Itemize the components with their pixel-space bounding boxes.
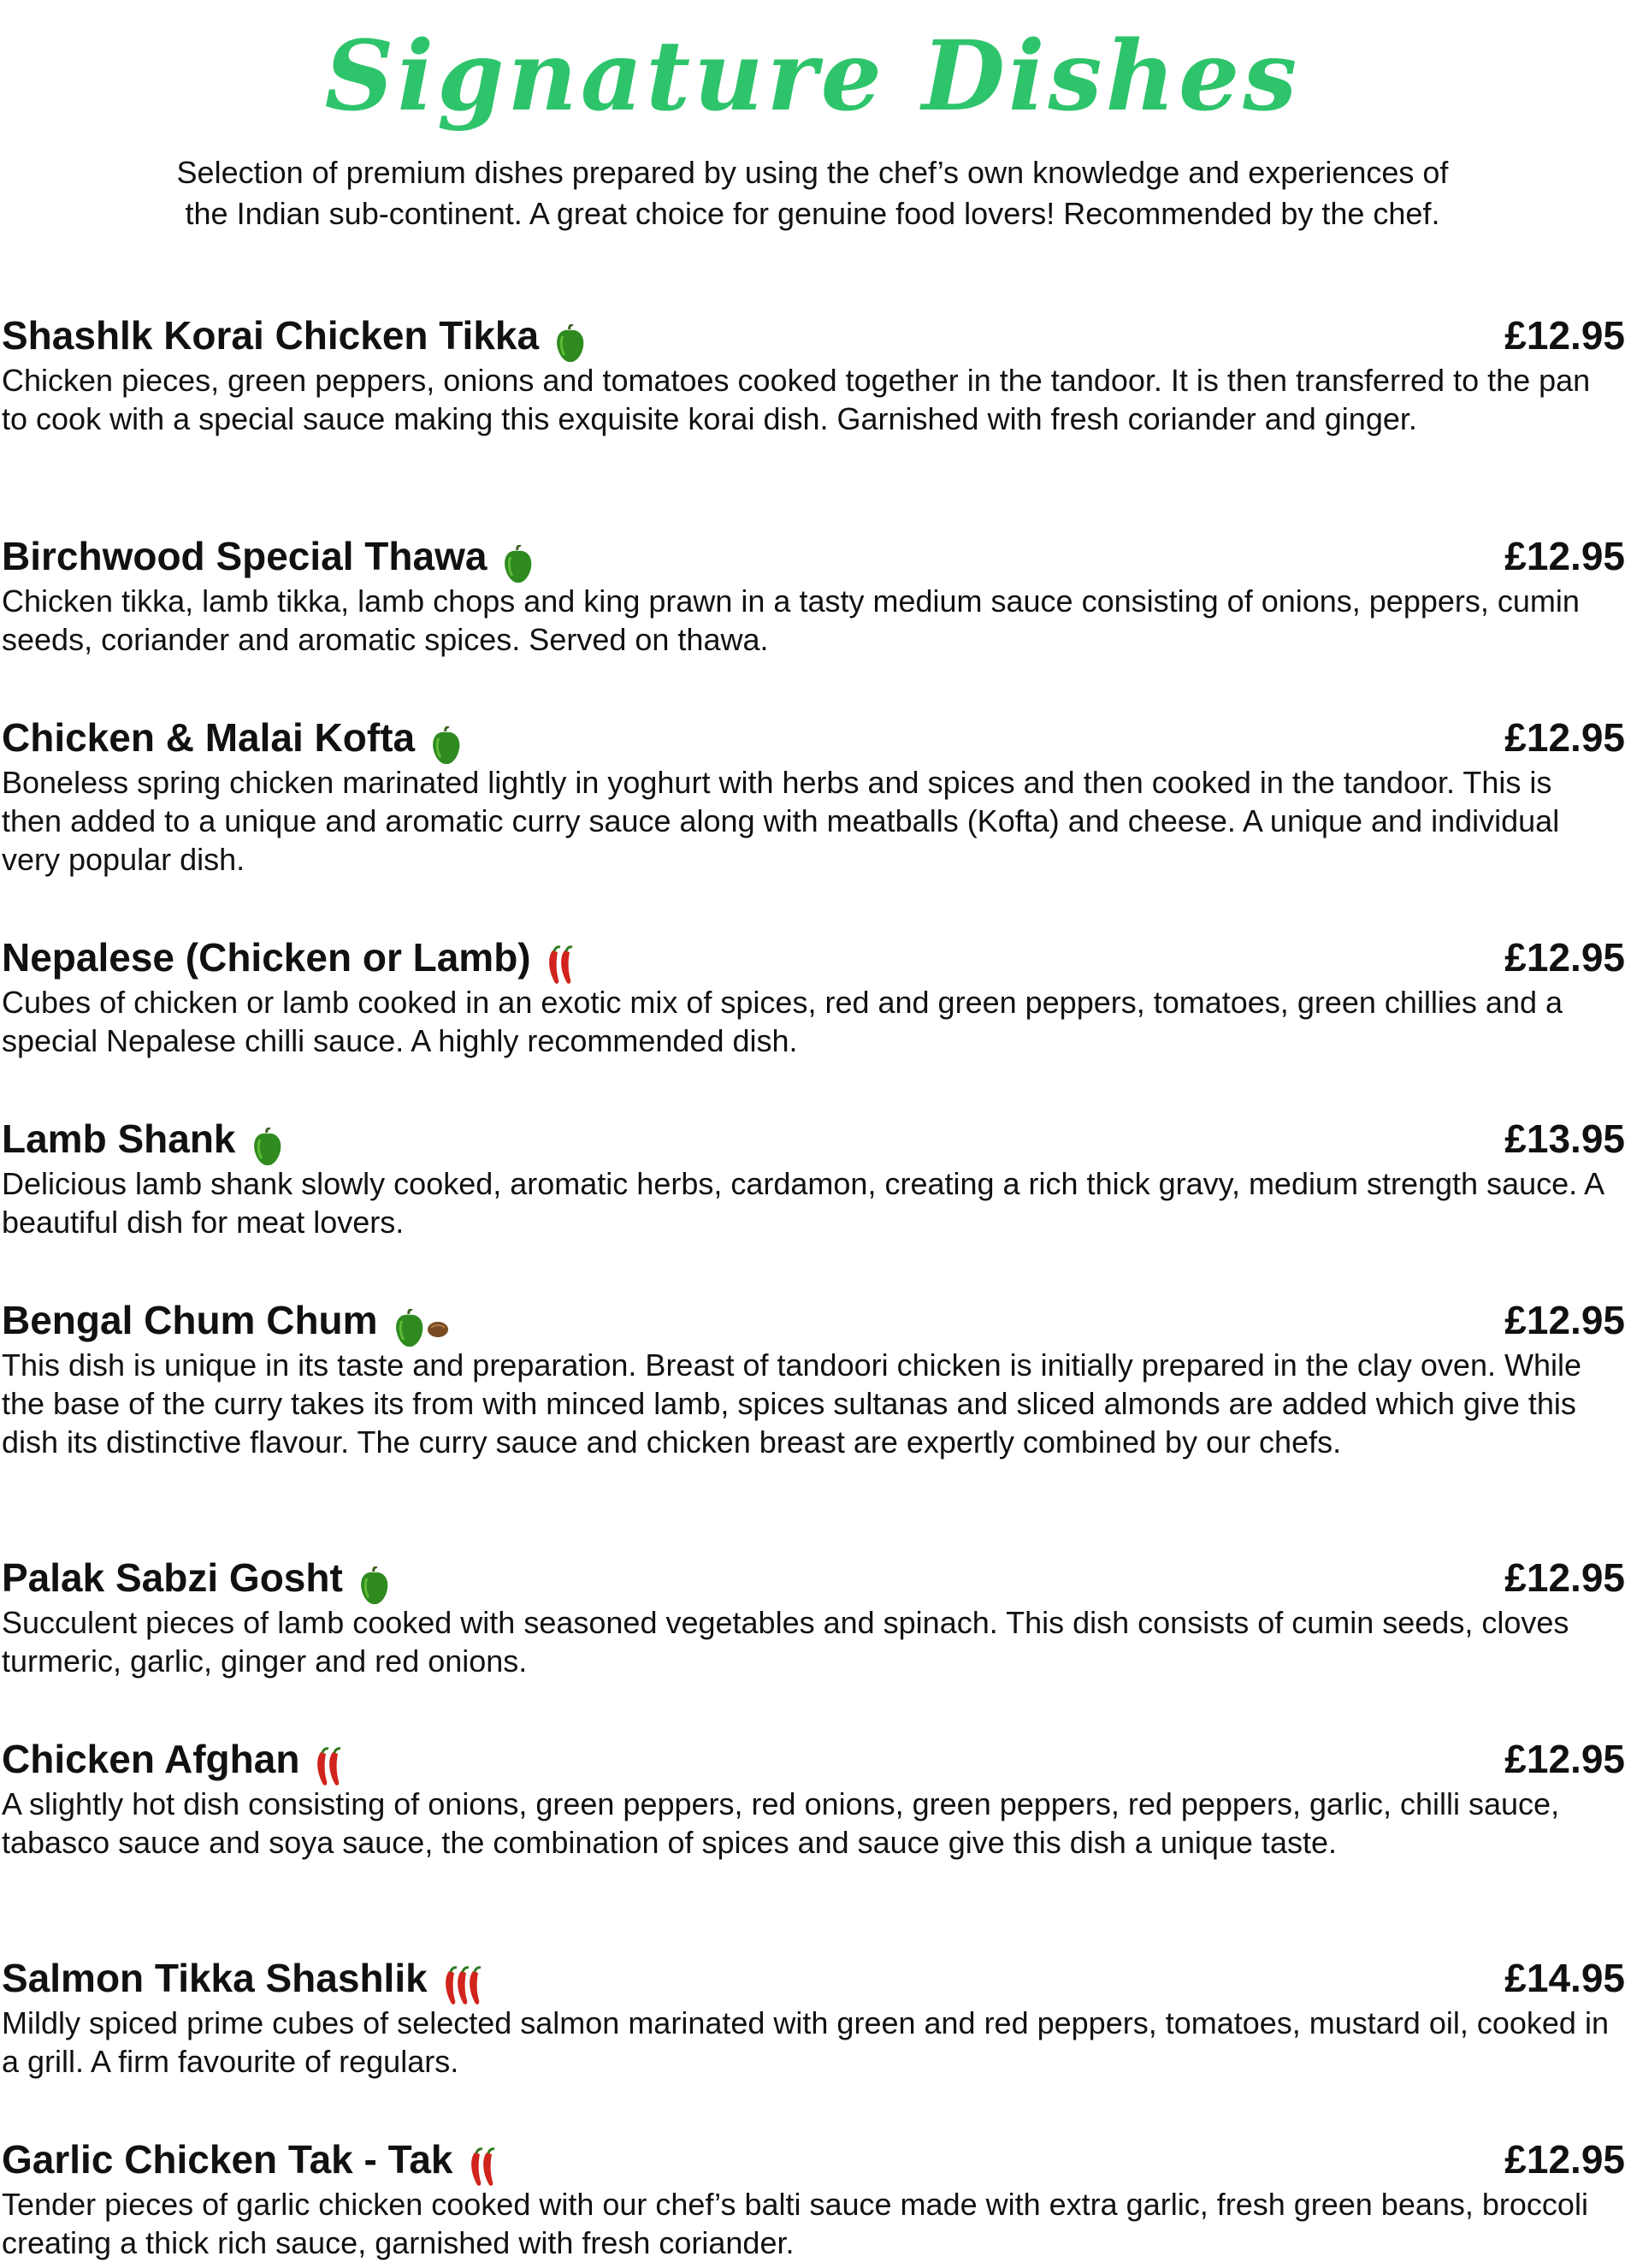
dish-name-text: Bengal Chum Chum (2, 1298, 378, 1342)
dish-icons (441, 1957, 486, 1999)
dish-description: Chicken pieces, green peppers, onions and tomatoes cooked together in the tandoor. It is then transferred to the pan to cook with a special sauce making this exquisite korai dish. Garnished with fresh coriander and ginger. (2, 363, 1591, 436)
dish-name-text: Chicken Afghan (2, 1737, 300, 1781)
dish-icons (357, 1557, 391, 1598)
dish-description: A slightly hot dish consisting of onions, green peppers, red onions, green peppers, red peppers, garlic, chilli sauce, tabasco sauce and soya sauce, the combination of spices and sauce give this dish a unique taste. (2, 1786, 1560, 1860)
menu-item-header (0, 1733, 1625, 1785)
dish-name (2, 712, 463, 763)
dish-price: £12.95 (1504, 534, 1625, 578)
dish-name-text: Chicken & Malai Kofta (2, 715, 416, 760)
menu-item-header (0, 310, 1625, 361)
dish-name-text: Garlic Chicken Tak - Tak (2, 2137, 453, 2182)
menu-item-header (0, 1552, 1625, 1603)
dish-description: Chicken tikka, lamb tikka, lamb chops and king prawn in a tasty medium sauce consisting of onions, peppers, cumin seeds, coriander and aromatic spices. Served on thawa. (2, 583, 1580, 657)
menu-item (0, 1952, 1625, 2081)
green-pepper-icon (357, 1566, 391, 1606)
dish-icons (500, 536, 535, 577)
dish-icons (545, 937, 577, 978)
dish-icons (552, 315, 587, 356)
menu-item (0, 1294, 1625, 1461)
dish-price: £12.95 (1504, 715, 1625, 760)
intro-line: the Indian sub-continent. A great choice for genuine food lovers! Recommended by the chef. (185, 196, 1440, 231)
dish-icons (313, 1738, 346, 1779)
dish-description: Boneless spring chicken marinated lightly in yoghurt with herbs and spices and then cooked in the tandoor. This is then added to a unique and aromatic curry sauce along with meatballs (Kofta) and cheese. A unique and individual very popular dish. (2, 765, 1560, 877)
menu-item-header (0, 712, 1625, 763)
dish-price: £14.95 (1504, 1956, 1625, 2000)
menu-item-header (0, 1113, 1625, 1164)
menu-item-header (0, 530, 1625, 582)
dish-description: Mildly spiced prime cubes of selected salmon marinated with green and red peppers, tomatoes, mustard oil, cooked in a grill. A firm favourite of regulars. (2, 2005, 1609, 2079)
dish-name-text: Birchwood Special Thawa (2, 534, 488, 578)
menu-item (0, 1552, 1625, 1680)
green-pepper-icon (392, 1309, 426, 1348)
dish-name (2, 1552, 391, 1603)
dish-description: Tender pieces of garlic chicken cooked with our chef’s balti sauce made with extra garlic, fresh green beans, broccoli creating a thick rich sauce, garnished with fresh coriander. (2, 2187, 1588, 2260)
dish-price: £12.95 (1504, 1737, 1625, 1781)
three-chilli-icon (441, 1966, 486, 2007)
dish-icons (428, 717, 463, 758)
dish-price: £12.95 (1504, 1298, 1625, 1342)
nut-icon (426, 1318, 450, 1339)
dish-price: £12.95 (1504, 313, 1625, 358)
menu-item-header (0, 932, 1625, 983)
green-pepper-icon (552, 324, 587, 364)
green-pepper-icon (250, 1128, 284, 1167)
intro-line: Selection of premium dishes prepared by using the chef’s own knowledge and experiences of (176, 155, 1449, 190)
dish-name (2, 1294, 450, 1346)
dish-name (2, 2134, 499, 2185)
dish-description: Delicious lamb shank slowly cooked, aromatic herbs, cardamon, creating a rich thick gravy, medium strength sauce. A beautiful dish for meat lovers. (2, 1166, 1604, 1240)
green-pepper-icon (428, 726, 463, 766)
menu-item (0, 530, 1625, 659)
dish-name (2, 1733, 346, 1785)
dish-name-text: Nepalese (Chicken or Lamb) (2, 935, 531, 980)
dish-price: £13.95 (1504, 1116, 1625, 1161)
menu-item (0, 1113, 1625, 1241)
menu-item-header (0, 1952, 1625, 2004)
dish-description: Succulent pieces of lamb cooked with seasoned vegetables and spinach. This dish consists of cumin seeds, cloves turmeric, garlic, ginger and red onions. (2, 1605, 1569, 1679)
menu-item-header (0, 2134, 1625, 2185)
dish-name-text: Salmon Tikka Shashlik (2, 1956, 428, 2000)
dish-name (2, 1952, 486, 2004)
green-pepper-icon (500, 545, 535, 584)
dish-name-text: Lamb Shank (2, 1116, 236, 1161)
two-chilli-icon (545, 945, 577, 986)
menu-item (0, 932, 1625, 1060)
dish-name (2, 310, 587, 361)
two-chilli-icon (467, 2147, 499, 2188)
menu-item (0, 2134, 1625, 2262)
dish-price: £12.95 (1504, 935, 1625, 980)
menu-item-header (0, 1294, 1625, 1346)
dish-name (2, 932, 577, 983)
dish-name-text: Palak Sabzi Gosht (2, 1555, 343, 1600)
dish-name (2, 530, 535, 582)
dish-name-text: Shashlk Korai Chicken Tikka (2, 313, 540, 358)
dish-icons (467, 2139, 499, 2180)
dish-icons (392, 1300, 450, 1341)
dish-price: £12.95 (1504, 1555, 1625, 1600)
menu-item (0, 1733, 1625, 1862)
menu-item (0, 310, 1625, 438)
two-chilli-icon (313, 1747, 346, 1788)
dish-name (2, 1113, 284, 1164)
dish-icons (250, 1118, 284, 1159)
page-title: Signature Dishes (324, 21, 1301, 133)
dish-description: Cubes of chicken or lamb cooked in an exotic mix of spices, red and green peppers, tomatoes, green chillies and a special Nepalese chilli sauce. A highly recommended dish. (2, 985, 1563, 1058)
intro-text (86, 152, 1539, 234)
dish-price: £12.95 (1504, 2137, 1625, 2182)
dish-description: This dish is unique in its taste and preparation. Breast of tandoori chicken is initially prepared in the clay oven. While the base of the curry takes its from with minced lamb, spices sultanas and sliced almonds are added which give this dish its distinctive flavour. The curry sauce and chicken breast are expertly combined by our chefs. (2, 1347, 1581, 1460)
menu-item (0, 712, 1625, 879)
